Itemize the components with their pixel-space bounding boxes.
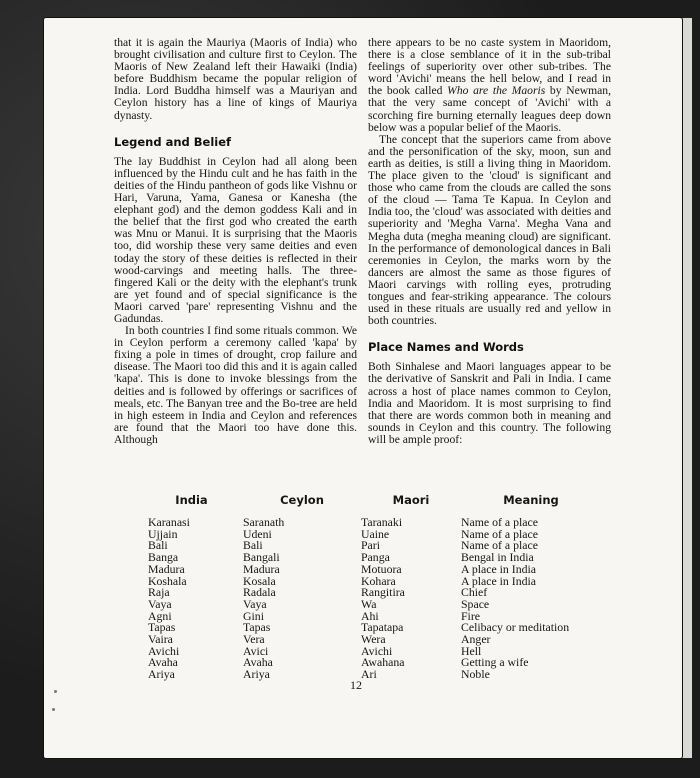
word-comparison-table: [140, 493, 601, 681]
cell-india: Banga: [148, 550, 179, 565]
cell-ceylon: Gini: [243, 608, 264, 623]
header-meaning: Meaning: [503, 493, 559, 507]
cell-meaning: Fire: [461, 608, 481, 623]
cell-maori: Rangitira: [361, 585, 405, 600]
cell-meaning: Celibacy or meditation: [461, 620, 570, 635]
scan-speck: [52, 708, 55, 711]
cell-ceylon: Vera: [243, 632, 265, 647]
cell-maori: Kohara: [361, 573, 396, 588]
table-row: [140, 669, 601, 681]
cell-india: Avichi: [148, 643, 180, 658]
cell-maori: Avichi: [361, 643, 393, 658]
cell-ceylon: Bangali: [243, 550, 280, 565]
scan-speck: [54, 690, 57, 693]
cell-ceylon: Tapas: [243, 620, 271, 635]
left-text-column: [114, 37, 357, 446]
cell-maori: Ahi: [361, 608, 379, 623]
cell-meaning: A place in India: [461, 573, 537, 588]
cell-india: Vaya: [148, 596, 172, 611]
cell-maori: Wera: [361, 632, 386, 647]
cell-india: Vaira: [148, 632, 173, 647]
cell-meaning: Noble: [461, 667, 490, 682]
cell-ceylon: Avaha: [243, 655, 273, 670]
right-paragraph-3: Both Sinhalese and Maori languages appear to be the derivative of Sanskrit and Pali in India. I came across a host of place names common to Ceylon, India and Maoridom. It is most surprising to find that there are words common both in meaning and sounds in Ceylon and this country. The following will be ample proof:: [368, 360, 611, 446]
cell-india: Madura: [148, 561, 185, 576]
cell-maori: Wa: [361, 596, 377, 611]
header-ceylon: Ceylon: [280, 493, 324, 507]
cell-india: Bali: [148, 538, 168, 553]
right-text-column: [368, 37, 611, 446]
left-paragraph-2: The lay Buddhist in Ceylon had all along been influenced by the Hindu cult and he has faith in the deities of the Hindu pantheon of gods like Vishnu or Hari, Varuna, Yama, Ganesa or Kanesha (the elephant god) and the demon goddess Kali and in the belief that the first god who created the earth was Mnu or Manui. It is surprising that the Maoris too, did worship these very same deities and even today the story of these deities is reflected in their wood-carvings and meeting halls. The three-fingered Kali or the deity with the elephant's trunk are yet found and of special significance is the Maori carved 'pare' representing Vishnu and the Gadundas.: [114, 154, 357, 325]
right-paragraph-1: [368, 37, 611, 134]
cell-meaning: Name of a place: [461, 526, 538, 541]
right-p1-part-b: by Newman, that the very same concept of 'Avichi' with a scorching fire burning eternally leagues deep down below was a popular belief of the Maoris.: [368, 84, 611, 134]
cell-maori: Taranaki: [361, 515, 403, 529]
cell-maori: Pari: [361, 538, 381, 553]
cell-meaning: Anger: [461, 632, 491, 647]
cell-meaning: A place in India: [461, 561, 537, 576]
cell-meaning: Bengal in India: [461, 550, 534, 565]
cell-maori: Ari: [361, 667, 377, 682]
cell-maori: Uaine: [361, 526, 390, 541]
cell-maori: Panga: [361, 550, 390, 565]
cell-meaning: Chief: [461, 585, 488, 600]
cell-ceylon: Saranath: [243, 515, 285, 529]
header-india: India: [175, 493, 208, 507]
left-paragraph-3: In both countries I find some rituals common. We in Ceylon perform a ceremony called 'kapa' by fixing a pole in times of drought, crop failure and disease. The Maori too did this and it is again called 'kapa'. This is done to invoke blessings from the deities and is followed by offerings or sacrifices of meals, etc. The Banyan tree and the Bo-tree are held in high esteem in India and Ceylon and references are found that the Maori too have done this. Although: [114, 324, 357, 446]
cell-india: Karanasi: [148, 515, 190, 529]
cell-india: Ariya: [148, 667, 175, 682]
cell-ceylon: Vaya: [243, 596, 267, 611]
cell-india: Agni: [148, 608, 172, 623]
cell-india: Raja: [148, 585, 170, 600]
cell-ceylon: Radala: [243, 585, 276, 600]
cell-india: Tapas: [148, 620, 176, 635]
cell-ceylon: Avici: [243, 643, 269, 658]
cell-maori: Awahana: [361, 655, 405, 670]
page-number: 12: [350, 678, 362, 692]
right-p1-part-a: there appears to be no caste system in Maoridom, there is a close semblance of it in the sub-tribal feelings of superiority over other sub-tribes. The word 'Avichi' means the hell below, and I read in the book called: [368, 36, 611, 98]
cell-ceylon: Udeni: [243, 526, 272, 541]
cell-meaning: Hell: [461, 643, 482, 658]
table-header-row: [140, 493, 601, 517]
header-maori: Maori: [392, 493, 430, 507]
cell-meaning: Name of a place: [461, 538, 538, 553]
cell-meaning: Name of a place: [461, 515, 538, 529]
section-heading-legend: Legend and Belief: [114, 134, 232, 149]
section-heading-place-names: Place Names and Words: [368, 340, 524, 355]
next-page-edge: [682, 18, 692, 758]
cell-india: Ujjain: [148, 526, 178, 541]
cell-maori: Tapatapa: [361, 620, 404, 635]
cell-india: Koshala: [148, 573, 187, 588]
cell-ceylon: Kosala: [243, 573, 276, 588]
cell-meaning: Getting a wife: [461, 655, 529, 670]
book-title-italic: Who are the Maoris: [447, 84, 546, 98]
cell-meaning: Space: [461, 596, 490, 611]
cell-india: Avaha: [148, 655, 178, 670]
cell-ceylon: Ariya: [243, 667, 270, 682]
right-paragraph-2: The concept that the superiors came from above and the personification of the sky, moon, sun and earth as deities, is still a living thing in Maoridom. The place given to the 'cloud' is significant and those who came from the clouds are called the sons of the cloud — Tama Te Kapua. In Ceylon and India too, the 'cloud' was associated with deities and superiority and 'Megha Varna'. Megha Vana and Megha duta (megha meaning cloud) are significant. In the performance of demonological dances in Bali ceremonies in Ceylon, the marks worn by the dancers are almost the same as those figures of Maori carvings with rolling eyes, protruding tongues and fear-striking appearance. The colours used in these rituals are usually red and yellow in both countries.: [368, 132, 611, 328]
cell-ceylon: Madura: [243, 561, 280, 576]
cell-maori: Motuora: [361, 561, 402, 576]
left-paragraph-1: that it is again the Mauriya (Maoris of India) who brought civilisation and culture first to Ceylon. The Maoris of New Zealand left their Hawaiki (India) before Buddhism became the popular religion of India. Lord Buddha himself was a Mauriyan and Ceylon history has a line of kings of Mauriya dynasty.: [114, 36, 357, 122]
cell-ceylon: Bali: [243, 538, 263, 553]
